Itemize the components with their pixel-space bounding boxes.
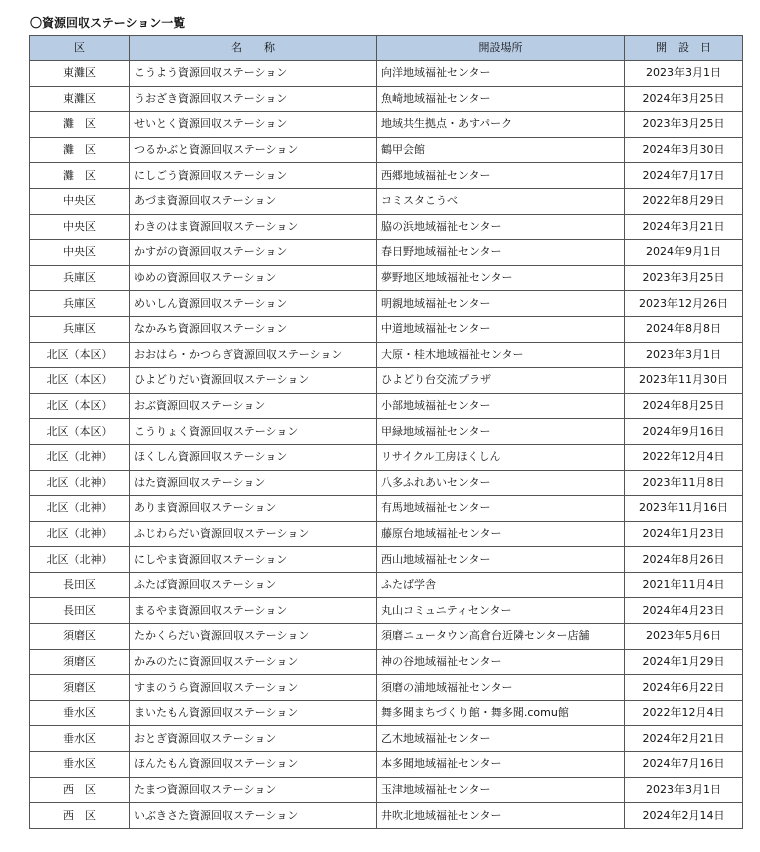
location-cell: 脇の浜地域福祉センター — [377, 214, 625, 240]
table-row — [30, 342, 743, 368]
station-name-cell: にしやま資源回収ステーション — [130, 547, 377, 573]
location-cell: 須磨ニュータウン高倉台近隣センター店舗 — [377, 624, 625, 650]
location-cell: 須磨の浦地域福祉センター — [377, 675, 625, 701]
station-name-cell: まるやま資源回収ステーション — [130, 598, 377, 624]
table-body — [30, 61, 743, 829]
location-cell: コミスタこうべ — [377, 188, 625, 214]
ward-cell: 西 区 — [30, 803, 130, 829]
ward-cell: 北区（本区） — [30, 368, 130, 394]
station-name-cell: めいしん資源回収ステーション — [130, 291, 377, 317]
ward-cell: 北区（北神） — [30, 496, 130, 522]
opening-date-cell: 2023年12月26日 — [625, 291, 743, 317]
location-cell: リサイクル工房ほくしん — [377, 444, 625, 470]
table-row — [30, 521, 743, 547]
table-row — [30, 752, 743, 778]
ward-cell: 東灘区 — [30, 61, 130, 87]
station-table — [29, 35, 743, 829]
station-name-cell: こうりょく資源回収ステーション — [130, 419, 377, 445]
ward-cell: 北区（北神） — [30, 444, 130, 470]
opening-date-cell: 2022年8月29日 — [625, 188, 743, 214]
opening-date-cell: 2024年8月25日 — [625, 393, 743, 419]
opening-date-cell: 2023年3月1日 — [625, 342, 743, 368]
opening-date-cell: 2024年3月30日 — [625, 137, 743, 163]
opening-date-cell: 2023年3月25日 — [625, 112, 743, 138]
location-cell: 神の谷地域福祉センター — [377, 649, 625, 675]
location-cell: 玉津地域福祉センター — [377, 777, 625, 803]
location-cell: 有馬地域福祉センター — [377, 496, 625, 522]
station-name-cell: ふじわらだい資源回収ステーション — [130, 521, 377, 547]
station-name-cell: かみのたに資源回収ステーション — [130, 649, 377, 675]
ward-cell: 中央区 — [30, 240, 130, 266]
table-row — [30, 444, 743, 470]
ward-cell: 須磨区 — [30, 624, 130, 650]
station-name-cell: おとぎ資源回収ステーション — [130, 726, 377, 752]
table-row — [30, 726, 743, 752]
table-row — [30, 214, 743, 240]
station-name-cell: いぶきさた資源回収ステーション — [130, 803, 377, 829]
table-row — [30, 547, 743, 573]
location-cell: 本多聞地域福祉センター — [377, 752, 625, 778]
location-cell: 八多ふれあいセンター — [377, 470, 625, 496]
table-row — [30, 777, 743, 803]
ward-cell: 垂水区 — [30, 752, 130, 778]
location-cell: 夢野地区地域福祉センター — [377, 265, 625, 291]
station-name-cell: ほんたもん資源回収ステーション — [130, 752, 377, 778]
opening-date-cell: 2024年8月26日 — [625, 547, 743, 573]
opening-date-cell: 2024年4月23日 — [625, 598, 743, 624]
station-name-cell: ひよどりだい資源回収ステーション — [130, 368, 377, 394]
table-row — [30, 649, 743, 675]
station-name-cell: あづま資源回収ステーション — [130, 188, 377, 214]
station-name-cell: ふたば資源回収ステーション — [130, 572, 377, 598]
location-cell: 甲緑地域福祉センター — [377, 419, 625, 445]
ward-cell: 灘 区 — [30, 112, 130, 138]
column-header-date: 開 設 日 — [625, 36, 743, 61]
table-row — [30, 163, 743, 189]
opening-date-cell: 2024年9月1日 — [625, 240, 743, 266]
table-row — [30, 470, 743, 496]
opening-date-cell: 2023年3月1日 — [625, 777, 743, 803]
table-row — [30, 240, 743, 266]
station-name-cell: うおざき資源回収ステーション — [130, 86, 377, 112]
table-row — [30, 61, 743, 87]
ward-cell: 中央区 — [30, 188, 130, 214]
opening-date-cell: 2023年11月16日 — [625, 496, 743, 522]
ward-cell: 北区（本区） — [30, 419, 130, 445]
location-cell: 中道地域福祉センター — [377, 316, 625, 342]
location-cell: 丸山コミュニティセンター — [377, 598, 625, 624]
opening-date-cell: 2024年2月14日 — [625, 803, 743, 829]
station-name-cell: にしごう資源回収ステーション — [130, 163, 377, 189]
table-row — [30, 112, 743, 138]
station-name-cell: はた資源回収ステーション — [130, 470, 377, 496]
location-cell: 井吹北地域福祉センター — [377, 803, 625, 829]
ward-cell: 北区（本区） — [30, 342, 130, 368]
table-row — [30, 316, 743, 342]
table-row — [30, 393, 743, 419]
column-header-ward: 区 — [30, 36, 130, 61]
table-row — [30, 803, 743, 829]
ward-cell: 須磨区 — [30, 675, 130, 701]
table-row — [30, 86, 743, 112]
station-name-cell: ありま資源回収ステーション — [130, 496, 377, 522]
station-name-cell: たまつ資源回収ステーション — [130, 777, 377, 803]
opening-date-cell: 2024年7月16日 — [625, 752, 743, 778]
ward-cell: 北区（北神） — [30, 547, 130, 573]
location-cell: 藤原台地域福祉センター — [377, 521, 625, 547]
opening-date-cell: 2022年12月4日 — [625, 700, 743, 726]
station-name-cell: まいたもん資源回収ステーション — [130, 700, 377, 726]
location-cell: ふたば学舎 — [377, 572, 625, 598]
ward-cell: 長田区 — [30, 572, 130, 598]
station-name-cell: せいとく資源回収ステーション — [130, 112, 377, 138]
location-cell: 小部地域福祉センター — [377, 393, 625, 419]
station-name-cell: かすがの資源回収ステーション — [130, 240, 377, 266]
ward-cell: 西 区 — [30, 777, 130, 803]
ward-cell: 北区（本区） — [30, 393, 130, 419]
opening-date-cell: 2024年3月21日 — [625, 214, 743, 240]
table-row — [30, 572, 743, 598]
column-header-location: 開設場所 — [377, 36, 625, 61]
opening-date-cell: 2024年3月25日 — [625, 86, 743, 112]
ward-cell: 兵庫区 — [30, 265, 130, 291]
table-row — [30, 598, 743, 624]
opening-date-cell: 2023年3月1日 — [625, 61, 743, 87]
location-cell: 西山地域福祉センター — [377, 547, 625, 573]
table-row — [30, 496, 743, 522]
ward-cell: 兵庫区 — [30, 316, 130, 342]
location-cell: 西郷地域福祉センター — [377, 163, 625, 189]
ward-cell: 東灘区 — [30, 86, 130, 112]
station-name-cell: なかみち資源回収ステーション — [130, 316, 377, 342]
ward-cell: 中央区 — [30, 214, 130, 240]
table-row — [30, 368, 743, 394]
ward-cell: 垂水区 — [30, 700, 130, 726]
station-name-cell: おぶ資源回収ステーション — [130, 393, 377, 419]
table-row — [30, 188, 743, 214]
location-cell: 向洋地域福祉センター — [377, 61, 625, 87]
opening-date-cell: 2023年11月8日 — [625, 470, 743, 496]
table-row — [30, 291, 743, 317]
location-cell: 舞多聞まちづくり館・舞多聞.comu館 — [377, 700, 625, 726]
page-title: 〇資源回収ステーション一覧 — [30, 16, 186, 30]
ward-cell: 須磨区 — [30, 649, 130, 675]
location-cell: 大原・桂木地域福祉センター — [377, 342, 625, 368]
table-row — [30, 675, 743, 701]
ward-cell: 兵庫区 — [30, 291, 130, 317]
ward-cell: 垂水区 — [30, 726, 130, 752]
ward-cell: 長田区 — [30, 598, 130, 624]
opening-date-cell: 2024年7月17日 — [625, 163, 743, 189]
opening-date-cell: 2024年9月16日 — [625, 419, 743, 445]
ward-cell: 灘 区 — [30, 163, 130, 189]
station-name-cell: たかくらだい資源回収ステーション — [130, 624, 377, 650]
opening-date-cell: 2021年11月4日 — [625, 572, 743, 598]
station-name-cell: こうよう資源回収ステーション — [130, 61, 377, 87]
ward-cell: 灘 区 — [30, 137, 130, 163]
location-cell: 地域共生拠点・あすパーク — [377, 112, 625, 138]
opening-date-cell: 2023年3月25日 — [625, 265, 743, 291]
opening-date-cell: 2022年12月4日 — [625, 444, 743, 470]
table-header-row — [30, 36, 743, 61]
table-row — [30, 419, 743, 445]
location-cell: 魚崎地域福祉センター — [377, 86, 625, 112]
table-row — [30, 137, 743, 163]
opening-date-cell: 2024年2月21日 — [625, 726, 743, 752]
location-cell: 鶴甲会館 — [377, 137, 625, 163]
station-name-cell: わきのはま資源回収ステーション — [130, 214, 377, 240]
opening-date-cell: 2023年5月6日 — [625, 624, 743, 650]
location-cell: ひよどり台交流プラザ — [377, 368, 625, 394]
station-name-cell: つるかぶと資源回収ステーション — [130, 137, 377, 163]
column-header-name: 名 称 — [130, 36, 377, 61]
ward-cell: 北区（北神） — [30, 470, 130, 496]
opening-date-cell: 2024年8月8日 — [625, 316, 743, 342]
station-name-cell: ほくしん資源回収ステーション — [130, 444, 377, 470]
location-cell: 乙木地域福祉センター — [377, 726, 625, 752]
opening-date-cell: 2023年11月30日 — [625, 368, 743, 394]
station-name-cell: すまのうら資源回収ステーション — [130, 675, 377, 701]
location-cell: 明親地域福祉センター — [377, 291, 625, 317]
table-row — [30, 265, 743, 291]
table-row — [30, 700, 743, 726]
opening-date-cell: 2024年6月22日 — [625, 675, 743, 701]
station-name-cell: おおはら・かつらぎ資源回収ステーション — [130, 342, 377, 368]
opening-date-cell: 2024年1月23日 — [625, 521, 743, 547]
table-row — [30, 624, 743, 650]
ward-cell: 北区（北神） — [30, 521, 130, 547]
opening-date-cell: 2024年1月29日 — [625, 649, 743, 675]
station-name-cell: ゆめの資源回収ステーション — [130, 265, 377, 291]
location-cell: 春日野地域福祉センター — [377, 240, 625, 266]
